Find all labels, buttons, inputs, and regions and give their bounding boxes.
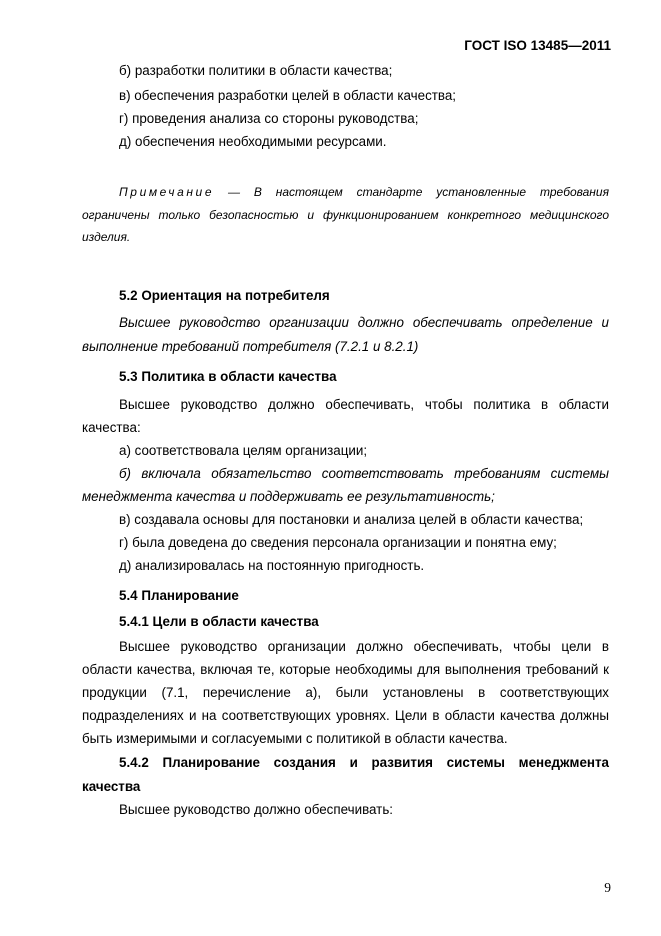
note-line <box>119 183 609 201</box>
subsection-heading: 5.4.2 Планирование создания и развития системы менеджмента <box>119 755 609 770</box>
paragraph-line: выполнение требований потребителя (7.2.1 и 8.2.1) <box>82 339 419 354</box>
paragraph-line: быть измеримыми и согласуемыми с политикой в области качества. <box>82 731 508 746</box>
list-item: д) анализировалась на постоянную пригодность. <box>119 558 425 573</box>
list-item: в) создавала основы для постановки и анализа целей в области качества; <box>119 512 584 527</box>
list-item: б) разработки политики в области качества; <box>119 63 393 78</box>
note-line: ограничены только безопасностью и функционированием конкретного медицинского <box>82 208 609 222</box>
paragraph-line: Высшее руководство должно обеспечивать, чтобы политика в области <box>119 397 609 412</box>
list-item: г) проведения анализа со стороны руководства; <box>119 111 419 126</box>
paragraph-line: области качества, включая те, которые необходимы для выполнения требований к <box>82 662 609 677</box>
note-line: изделия. <box>82 230 131 244</box>
paragraph-line: продукции (7.1, перечисление а), были установлены в соответствующих <box>82 685 609 700</box>
paragraph-line: Высшее руководство организации должно обеспечивать, чтобы цели в <box>119 639 609 654</box>
document-id-header: ГОСТ ISO 13485—2011 <box>464 38 611 53</box>
section-heading: 5.3 Политика в области качества <box>119 369 337 384</box>
subsection-heading: качества <box>82 779 141 794</box>
note-label: Примечание <box>119 185 215 199</box>
section-heading: 5.4 Планирование <box>119 588 239 603</box>
list-item: д) обеспечения необходимыми ресурсами. <box>119 134 387 149</box>
list-item: а) соответствовала целям организации; <box>119 443 368 458</box>
note-text: — В настоящем стандарте установленные требования <box>228 185 609 199</box>
paragraph-line: Высшее руководство должно обеспечивать: <box>119 802 394 817</box>
list-item: в) обеспечения разработки целей в области качества; <box>119 88 457 103</box>
list-item: б) включала обязательство соответствовать требованиям системы <box>119 466 609 481</box>
page-number: 9 <box>604 880 611 895</box>
list-item: менеджмента качества и поддерживать ее результативность; <box>82 489 495 504</box>
section-heading: 5.2 Ориентация на потребителя <box>119 288 330 303</box>
paragraph-line: Высшее руководство организации должно обеспечивать определение и <box>119 315 609 330</box>
paragraph-line: подразделениях и на соответствующих уровнях. Цели в области качества должны <box>82 708 609 723</box>
paragraph-line: качества: <box>82 420 141 435</box>
list-item: г) была доведена до сведения персонала организации и понятна ему; <box>119 535 557 550</box>
subsection-heading: 5.4.1 Цели в области качества <box>119 614 319 629</box>
